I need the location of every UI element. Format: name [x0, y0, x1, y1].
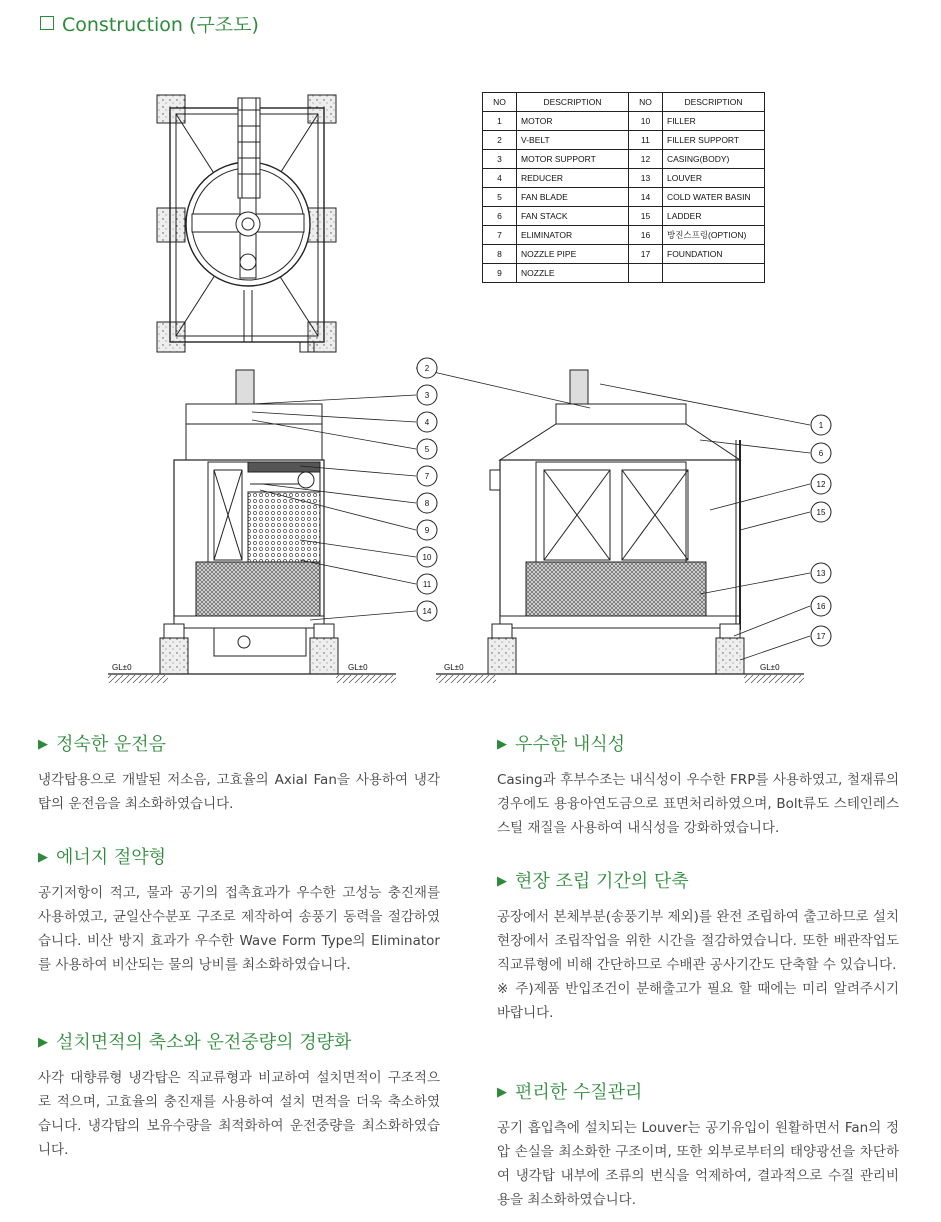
cell: 10	[629, 112, 663, 131]
right-elevation	[436, 370, 804, 683]
callout-14	[417, 601, 437, 621]
cell: 5	[483, 188, 517, 207]
cell: 4	[483, 169, 517, 188]
svg-text:5: 5	[424, 445, 430, 454]
cell: 12	[629, 150, 663, 169]
cell: FAN BLADE	[517, 188, 629, 207]
cell: LADDER	[663, 207, 765, 226]
callout-12	[811, 474, 831, 494]
cell: 방진스프링(OPTION)	[663, 226, 765, 245]
table-row	[483, 226, 765, 245]
svg-text:12: 12	[816, 480, 826, 489]
svg-text:4: 4	[424, 418, 430, 427]
section-corrosion-resistance	[497, 730, 899, 840]
section-title: 에너지 절약형	[56, 847, 167, 868]
section-title: 편리한 수질관리	[515, 1082, 643, 1103]
cell: 13	[629, 169, 663, 188]
section-body: 공기저항이 적고, 물과 공기의 접촉효과가 우수한 고성능 충진재를 사용하였고, 균일산수분포 구조로 제작하여 송풍기 동력을 절감하였습니다. 비산 방지 효과가 우수한 Wave Form Type의 Eliminator를 사용하여 비산되는 물의 낭비를 최소화하였습니다.	[38, 885, 440, 973]
section-quiet-operation	[38, 730, 440, 816]
cell: FILLER SUPPORT	[663, 131, 765, 150]
callout-9	[417, 520, 437, 540]
svg-text:1: 1	[818, 421, 824, 430]
section-compact-installation	[38, 1028, 440, 1162]
triangle-icon: ▶	[38, 1035, 48, 1050]
cell: NOZZLE PIPE	[517, 245, 629, 264]
cell: REDUCER	[517, 169, 629, 188]
section-title: 현장 조립 기간의 단축	[515, 871, 689, 892]
section-body: Casing과 후부수조는 내식성이 우수한 FRP를 사용하였고, 철재류의 경우에도 용융아연도금으로 표면처리하였으며, Bolt류도 스테인레스 스틸 재질을 사용하여 내식성을 강화하였습니다.	[497, 772, 899, 836]
section-heading	[497, 730, 899, 756]
gl-label-right-a: GL±0	[444, 663, 464, 672]
table-row	[483, 169, 765, 188]
section-body: 사각 대향류형 냉각탑은 직교류형과 비교하여 설치면적이 구조적으로 적으며, 고효율의 충진재를 사용하여 설치 면적을 더욱 축소하였습니다. 냉각탑의 보유수량을 최적화하여 운전중량을 최소화하였습니다.	[38, 1070, 440, 1158]
cell: CASING(BODY)	[663, 150, 765, 169]
callout-1	[811, 415, 831, 435]
svg-text:7: 7	[424, 472, 430, 481]
section-note: ※ 주)제품 반입조건이 분해출고가 필요 할 때에는 미리 알려주시기 바랍니다.	[497, 981, 899, 1021]
cell: NOZZLE	[517, 264, 629, 283]
table-row	[483, 150, 765, 169]
triangle-icon: ▶	[497, 1085, 507, 1100]
svg-text:6: 6	[818, 449, 824, 458]
cell: 7	[483, 226, 517, 245]
cell: COLD WATER BASIN	[663, 188, 765, 207]
plan-view	[157, 95, 336, 352]
callout-7	[417, 466, 437, 486]
svg-text:15: 15	[816, 508, 826, 517]
section-assembly-time	[497, 867, 899, 1025]
callout-5	[417, 439, 437, 459]
section-title: 설치면적의 축소와 운전중량의 경량화	[56, 1032, 352, 1053]
parts-table	[482, 92, 765, 283]
cell: FOUNDATION	[663, 245, 765, 264]
callout-4	[417, 412, 437, 432]
header-description-2: DESCRIPTION	[663, 93, 765, 112]
callout-17	[811, 626, 831, 646]
triangle-icon: ▶	[497, 874, 507, 889]
cell: 1	[483, 112, 517, 131]
section-body: 공기 흡입측에 설치되는 Louver는 공기유입이 원활하면서 Fan의 정압 손실을 최소화한 구조이며, 또한 외부로부터의 태양광선을 차단하여 냉각탑 내부에 조류의 번식을 억제하여, 결과적으로 수질 관리비용을 최소화하였습니다.	[497, 1120, 899, 1208]
svg-text:13: 13	[816, 569, 826, 578]
header-description: DESCRIPTION	[517, 93, 629, 112]
cell: 8	[483, 245, 517, 264]
cell: MOTOR	[517, 112, 629, 131]
cell: V-BELT	[517, 131, 629, 150]
callout-15	[811, 502, 831, 522]
cell	[663, 264, 765, 283]
section-energy-saving	[38, 843, 440, 977]
section-body: 공장에서 본체부분(송풍기부 제외)를 완전 조립하여 출고하므로 설치현장에서 조립작업을 위한 시간을 절감하였습니다. 또한 배관작업도 직교류형에 비해 간단하므로 수배관 공사기간도 단축할 수 있습니다.	[497, 909, 899, 973]
right-callouts	[811, 415, 831, 646]
cell: 3	[483, 150, 517, 169]
cell: FAN STACK	[517, 207, 629, 226]
svg-text:10: 10	[422, 553, 432, 562]
gl-label-left-b: GL±0	[348, 663, 368, 672]
callout-11	[417, 574, 437, 594]
svg-text:11: 11	[422, 580, 432, 589]
gl-label-right-b: GL±0	[760, 663, 780, 672]
svg-text:14: 14	[422, 607, 432, 616]
cell: 16	[629, 226, 663, 245]
cell: 6	[483, 207, 517, 226]
section-body: 냉각탑용으로 개발된 저소음, 고효율의 Axial Fan을 사용하여 냉각탑의 운전음을 최소화하였습니다.	[38, 772, 440, 812]
cell: 9	[483, 264, 517, 283]
section-water-quality	[497, 1078, 899, 1212]
table-row	[483, 264, 765, 283]
cell	[629, 264, 663, 283]
header-no: NO	[483, 93, 517, 112]
cell: 17	[629, 245, 663, 264]
page-title-text: Construction (구조도)	[62, 14, 259, 36]
callout-3	[417, 385, 437, 405]
table-row	[483, 131, 765, 150]
cell: 2	[483, 131, 517, 150]
section-heading	[497, 867, 899, 893]
header-no-2: NO	[629, 93, 663, 112]
section-heading	[38, 1028, 440, 1054]
section-heading	[38, 730, 440, 756]
callout-13	[811, 563, 831, 583]
section-title: 정숙한 운전음	[56, 734, 167, 755]
callout-6	[811, 443, 831, 463]
callout-16	[811, 596, 831, 616]
triangle-icon: ▶	[497, 737, 507, 752]
gl-label-left-a: GL±0	[112, 663, 132, 672]
svg-text:8: 8	[424, 499, 430, 508]
table-row	[483, 188, 765, 207]
table-row	[483, 245, 765, 264]
triangle-icon: ▶	[38, 737, 48, 752]
table-header-row	[483, 93, 765, 112]
section-heading	[497, 1078, 899, 1104]
triangle-icon: ▶	[38, 850, 48, 865]
svg-text:16: 16	[816, 602, 826, 611]
table-row	[483, 207, 765, 226]
cell: FILLER	[663, 112, 765, 131]
cell: LOUVER	[663, 169, 765, 188]
svg-text:3: 3	[424, 391, 430, 400]
section-title: 우수한 내식성	[515, 734, 626, 755]
table-row	[483, 112, 765, 131]
left-callouts	[417, 358, 437, 621]
callout-2	[417, 358, 437, 378]
left-elevation	[108, 370, 396, 683]
svg-text:17: 17	[816, 632, 826, 641]
section-heading	[38, 843, 440, 869]
callout-8	[417, 493, 437, 513]
cell: ELIMINATOR	[517, 226, 629, 245]
svg-text:9: 9	[424, 526, 430, 535]
cell: 14	[629, 188, 663, 207]
callout-10	[417, 547, 437, 567]
svg-text:2: 2	[424, 364, 430, 373]
cell: 15	[629, 207, 663, 226]
cell: 11	[629, 131, 663, 150]
cell: MOTOR SUPPORT	[517, 150, 629, 169]
